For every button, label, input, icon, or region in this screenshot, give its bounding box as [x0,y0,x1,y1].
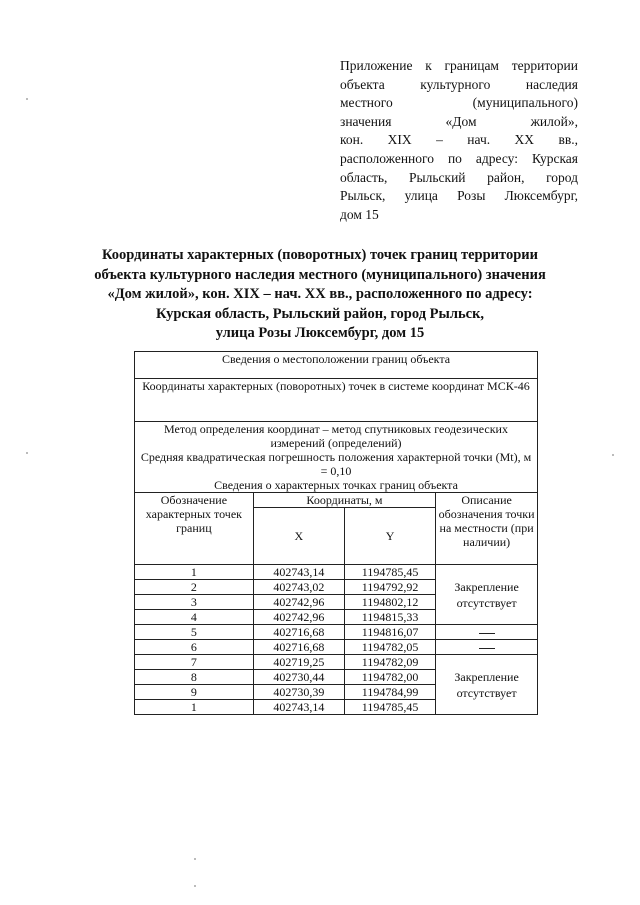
table-row [135,565,538,580]
scan-speck [26,452,28,454]
title-line: улица Розы Люксембург, дом 15 [215,325,425,341]
appendix-line: Приложение к границам территории [340,58,578,73]
point-y: 1194792,92 [344,580,435,595]
point-y: 1194816,07 [344,625,435,640]
point-x: 402719,25 [253,655,344,670]
point-description-empty [436,640,538,655]
appendix-line: объекта культурного наследия [340,76,578,92]
method-line: Метод определения координат – метод спутниковых геодезических измерений (определений) [164,422,508,450]
point-x: 402743,14 [253,700,344,715]
point-number: 4 [135,610,254,625]
method-cell [135,422,538,493]
coord-system-cell: Координаты характерных (поворотных) точек в системе координат МСК-46 [135,379,538,422]
point-description-empty [436,625,538,640]
location-title-cell: Сведения о местоположении границ объекта [135,352,538,379]
point-x: 402730,44 [253,670,344,685]
point-x: 402743,14 [253,565,344,580]
point-y: 1194785,45 [344,700,435,715]
point-y: 1194785,45 [344,565,435,580]
appendix-line: расположенного по адресу: Курская [340,150,578,166]
table-row [135,655,538,670]
scan-speck [194,885,196,887]
point-y: 1194802,12 [344,595,435,610]
point-description: Закрепление отсутствует [436,655,538,715]
point-x: 402716,68 [253,625,344,640]
point-number: 5 [135,625,254,640]
point-number: 7 [135,655,254,670]
appendix-line: местного (муниципального) [340,95,578,111]
dash-mark [479,648,495,649]
points-title: Сведения о характерных точках границ объекта [214,478,458,492]
point-y: 1194782,05 [344,640,435,655]
header-coordinates: Координаты, м [253,493,435,508]
title-line: объекта культурного наследия местного (муниципального) значения [94,266,546,283]
appendix-line: кон. XIX – нач. XX вв., [340,132,578,148]
appendix-note [340,57,578,224]
document-title [60,246,580,344]
appendix-line: значения «Дом жилой», [340,113,578,129]
table-row [135,625,538,640]
point-number: 9 [135,685,254,700]
appendix-line: дом 15 [340,206,379,222]
point-number: 1 [135,565,254,580]
point-number: 3 [135,595,254,610]
coordinates-table [134,351,538,715]
point-number: 1 [135,700,254,715]
appendix-line: Рыльск, улица Розы Люксембург, [340,188,578,204]
point-x: 402730,39 [253,685,344,700]
header-description: Описание обозначения точки на местности (при наличии) [436,493,538,565]
point-x: 402743,02 [253,580,344,595]
scan-speck [26,98,28,100]
point-x: 402742,96 [253,610,344,625]
point-x: 402742,96 [253,595,344,610]
point-y: 1194784,99 [344,685,435,700]
scan-speck [194,858,196,860]
point-description: Закрепление отсутствует [436,565,538,625]
header-y: Y [344,508,435,565]
title-line: Координаты характерных (поворотных) точек границ территории [102,247,538,263]
scan-speck [612,454,614,456]
dash-mark [479,633,495,634]
header-designation: Обозначение характерных точек границ [135,493,254,565]
header-x: X [253,508,344,565]
point-y: 1194782,00 [344,670,435,685]
point-y: 1194815,33 [344,610,435,625]
appendix-line: область, Рыльский район, город [340,169,578,185]
point-x: 402716,68 [253,640,344,655]
title-line: Курская область, Рыльский район, город Рыльск, [155,305,485,322]
point-number: 8 [135,670,254,685]
accuracy-line: Средняя квадратическая погрешность положения характерной точки (Mt), м = 0,10 [140,450,532,478]
point-y: 1194782,09 [344,655,435,670]
point-number: 6 [135,640,254,655]
title-line: «Дом жилой», кон. XIX – нач. XX вв., расположенного по адресу: [107,286,533,302]
point-number: 2 [135,580,254,595]
table-row [135,640,538,655]
